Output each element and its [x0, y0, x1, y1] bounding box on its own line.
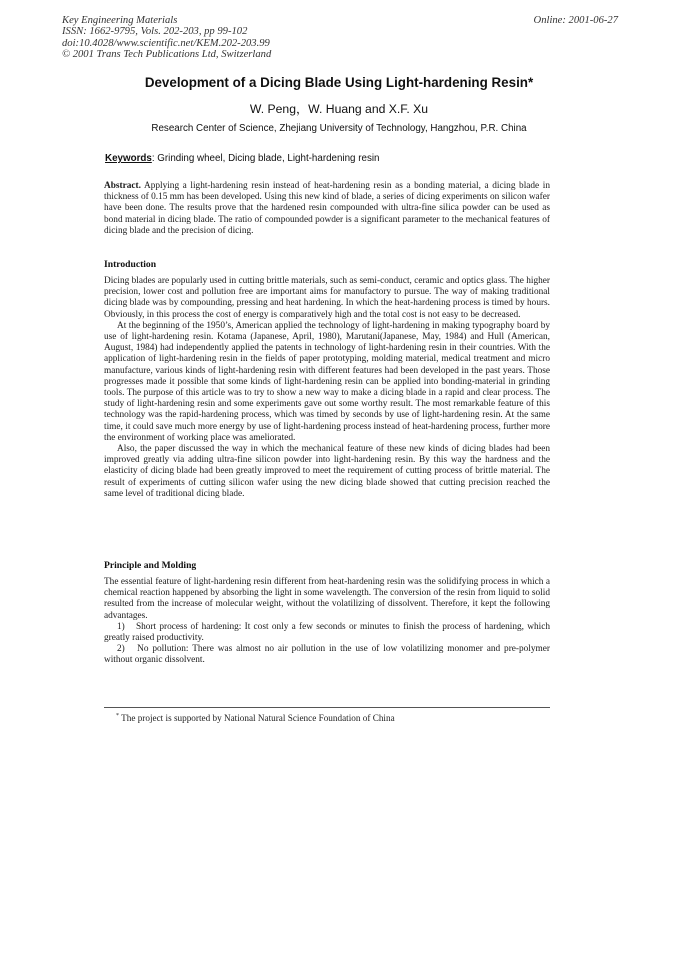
paragraph: The essential feature of light-hardening resin different from heat-hardening resin was the solidifying process in which a chemical reaction happened by absorbing the light in some wavelength. The conversion of the resin from liquid to solid resulted from the increase of molecular weight, without the volatilizing of dissolvent. Therefore, it kept the following advantages. [104, 577, 550, 621]
principle-heading: Principle and Molding [104, 560, 197, 571]
list-item: 1) Short process of hardening: It cost only a few seconds or minutes to finish the process of hardening, which greatly raised productivity. [104, 621, 550, 644]
abstract [104, 181, 550, 237]
authors: W. Peng，W. Huang and X.F. Xu [249, 102, 429, 116]
abstract-text: Applying a light-hardening resin instead of heat-hardening resin as a bonding material, a dicing blade in thickness of 0.15 mm has been developed. Using this new kind of blade, a series of dicing experiments on silicon wafer have been done. The results prove that the hardened resin compounded with ultra-fine silica powder can be used as bond material in dicing blade. The ratio of compounded powder is a significant parameter to the mechanical features of dicing blade and the precision of dicing. [104, 181, 550, 236]
doi-line: doi:10.4028/www.scientific.net/KEM.202-203.99 [62, 37, 270, 49]
footnote-divider [104, 707, 550, 708]
footnote [116, 713, 395, 723]
list-item: 2) No pollution: There was almost no air pollution in the use of low volatilizing monomer and pre-polymer without organic dissolvent. [104, 644, 550, 666]
paragraph: At the beginning of the 1950’s, American applied the technology of light-hardening in making typography board by use of light-hardening resin. Kotama (Japanese, April, 1980), Marutani(Japanese, May, 1984) and Hull (American, August, 1984) had independently applied the patents in technology of light-hardening resin in their countries. With the application of light-hardening resin in the fields of paper prototyping, molding material, medical treatment and micro manufacture, various kinds of light-hardening resin with different features had been developed in the past years. Those progresses made it possible that some kinds of light-hardening resin can be applied into bonding-material in grinding tools. The purpose of this article was to try to show a new way to make a dicing blade in a rapid and clear process. The study of light-hardening resin and some experiments gave out some worthy result. The most remarkable feature of this technology was the rapid-hardening process, which was timed by seconds by use of light-hardening resin. At the same time, it could save much more energy by use of light-hardening process instead of heat-hardening process, further more the environment of working place was ameliorated. [104, 320, 550, 443]
keywords-line [105, 153, 555, 164]
principle-section [104, 577, 550, 667]
paper-title: Development of a Dicing Blade Using Light-hardening Resin* [144, 75, 534, 90]
abstract-label: Abstract. [104, 181, 141, 191]
introduction-heading: Introduction [104, 259, 157, 270]
keywords-label: Keywords [105, 153, 152, 164]
journal-header [62, 15, 482, 61]
affiliation: Research Center of Science, Zhejiang University of Technology, Hangzhou, P.R. China [151, 123, 527, 134]
copyright-line: © 2001 Trans Tech Publications Ltd, Switzerland [62, 49, 272, 61]
online-date: Online: 2001-06-27 [533, 15, 618, 26]
paragraph: Dicing blades are popularly used in cutting brittle materials, such as semi-conduct, ceramic and optics glass. The higher precision, lower cost and pollution free are important aims for manufactory to pursue. The way of making traditional dicing blade was by compounding, pressing and heat hardening. In which the heat-hardening process is timed by hours. Obviously, in this process the cost of energy is comparatively high and the total cost is not easy to be decreased. [104, 276, 550, 320]
footnote-marker: * [116, 713, 119, 719]
introduction-section [104, 276, 550, 500]
issn-line: ISSN: 1662-9795, Vols. 202-203, pp 99-102 [62, 26, 248, 38]
paragraph: Also, the paper discussed the way in which the mechanical feature of these new kinds of dicing blades had been improved greatly via adding ultra-fine silicon powder into light-hardening resin. By this way the hardness and the elasticity of dicing blade had been greatly improved to meet the requirement of cutting process of brittle material. The result of experiments of cutting silicon wafer using the new dicing blade showed that cutting precision reached the same level of traditional dicing blade. [104, 444, 550, 499]
journal-name: Key Engineering Materials [62, 15, 178, 26]
footnote-text: The project is supported by National Natural Science Foundation of China [119, 713, 395, 724]
keywords-text: : Grinding wheel, Dicing blade, Light-hardening resin [151, 153, 380, 164]
